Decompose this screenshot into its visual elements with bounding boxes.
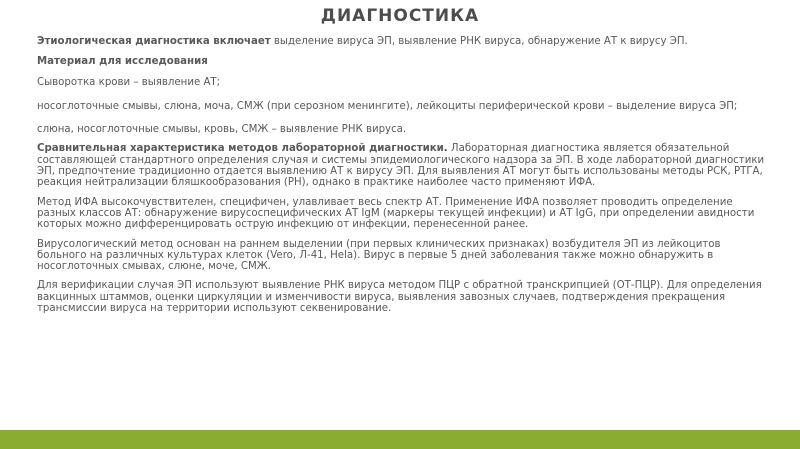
paragraph-virology: Вирусологический метод основан на раннем выделении (при первых клинических признаках) возбудителя ЭП из лейкоцитов больного на различных культурах клеток (Vero, Л-41, Hela). Вирус в первые 5 дней заболевания также можно обнаружить в носоглоточных смывах, слюне, моче, СМЖ.: [37, 238, 721, 273]
material-heading: Материал для исследования: [37, 56, 208, 68]
paragraph-pcr: Для верификации случая ЭП используют выявление РНК вируса методом ПЦР с обратной транскрипцией (ОТ-ПЦР). Для определения вакцинных штаммов, оценки циркуляции и изменчивости вируса, выявления завозных случаев, подтверждения прекращения трансмиссии вируса на территории используют секвенирование.: [37, 280, 762, 315]
paragraph-comparative: [37, 143, 765, 188]
comparative-text: Лабораторная диагностика является обязательной составляющей стандартного определения случая и системы эпидемиологического надзора за ЭП. В ходе лабораторной диагностики ЭП, предпочтение традиционно отдается выявлению АТ к вирусу ЭП. Для выявления АТ могут быть использованы методы РСК, РТГА, реакция нейтрализации бляшкообразования (РН), однако в практике наиболее часто применяют ИФА.: [37, 143, 765, 189]
page-title: ДИАГНОСТИКА: [320, 6, 480, 26]
paragraph-saliva: слюна, носоглоточные смывы, кровь, СМЖ – выявление РНК вируса.: [37, 124, 407, 136]
footer-accent-bar: [0, 430, 800, 449]
comparative-bold: Сравнительная характеристика методов лабораторной диагностики.: [37, 143, 448, 155]
content-body: [37, 36, 765, 314]
paragraph-etiology: [37, 36, 765, 47]
paragraph-ifa: Метод ИФА высокочувствителен, специфичен, улавливает весь спектр АТ. Применение ИФА позволяет проводить определение разных классов АТ: обнаружение вирусоспецифических АТ IgM (маркеры текущей инфекции) и АТ IgG, при определении авидности которых можно дифференцировать острую инфекцию от инфекции, перенесенной ранее.: [37, 196, 755, 231]
etiology-text: выделение вируса ЭП, выявление РНК вируса, обнаружение АТ к вирусу ЭП.: [270, 36, 688, 47]
paragraph-swabs: носоглоточные смывы, слюна, моча, СМЖ (при серозном менингите), лейкоциты периферической крови – выделение вируса ЭП;: [37, 100, 738, 112]
paragraph-serum: Сыворотка крови – выявление АТ;: [37, 76, 221, 88]
etiology-bold: Этиологическая диагностика включает: [37, 36, 271, 47]
